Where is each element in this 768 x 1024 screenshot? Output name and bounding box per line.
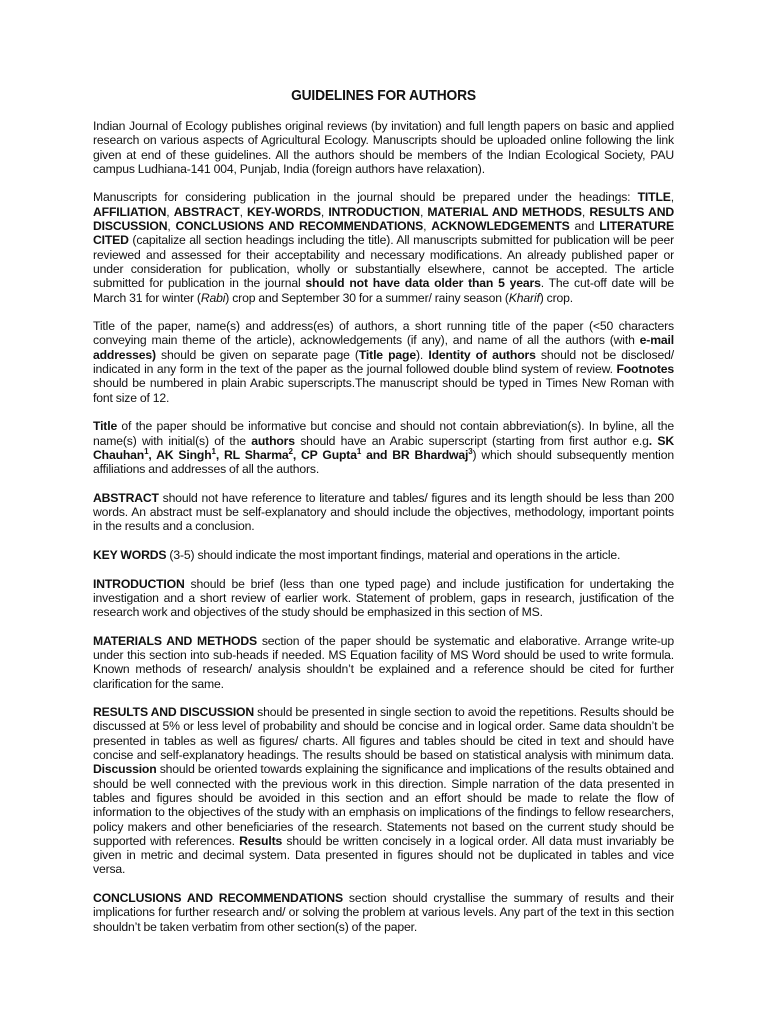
bold-text: Title <box>93 419 118 434</box>
bold-text: LITERATURE CITED <box>93 219 674 248</box>
italic-text: Rabi <box>200 290 226 305</box>
text-run: Manuscripts for considering publication in the journal should be prepared under the headings: <box>93 190 638 205</box>
bold-text: ABSTRACT <box>173 204 240 219</box>
bold-text: ABSTRACT <box>93 490 159 505</box>
bold-text: AFFILIATION <box>93 204 167 219</box>
text-run: . The cut-off date will be March 31 for winter ( <box>93 276 674 305</box>
superscript: 3 <box>468 446 473 456</box>
bold-text: , CP Gupta <box>292 447 357 462</box>
paragraph <box>93 705 674 877</box>
bold-text: Identity of authors <box>428 347 536 362</box>
text-run: ) crop and September 30 for a summer/ rainy season ( <box>225 290 509 305</box>
paragraph <box>93 548 674 562</box>
text-run: should not have reference to literature and tables/ figures and its length should be less than 200 words. An abstract must be self-explanatory and should include the objectives, methodology, important points in the results and a conclusion. <box>93 490 674 534</box>
text-run: , <box>419 204 428 219</box>
paragraph <box>93 319 674 405</box>
text-run: , <box>166 204 174 219</box>
text-run: ) which should subsequently mention affiliations and addresses of all the authors. <box>93 447 674 477</box>
text-run: , <box>581 204 590 219</box>
italic-text: Kharif <box>508 290 540 305</box>
bold-text: . SK Chauhan <box>93 433 675 462</box>
bold-text: CONCLUSIONS AND RECOMMENDATIONS <box>175 219 424 234</box>
bold-text: MATERIALS AND METHODS <box>93 633 257 648</box>
bold-text: MATERIAL AND METHODS <box>427 204 582 219</box>
paragraph <box>93 577 674 620</box>
bold-text: Footnotes <box>616 362 674 377</box>
text-run: ). <box>415 347 429 362</box>
bold-text: TITLE <box>637 190 671 205</box>
superscript: 2 <box>288 446 293 456</box>
document-page <box>93 86 674 948</box>
superscript: 1 <box>211 446 216 456</box>
text-run: should be given on separate page ( <box>155 347 359 362</box>
superscript: 1 <box>144 446 149 456</box>
text-run: , <box>320 204 329 219</box>
text-run: should be brief (less than one typed page) and include justification for undertaking the investigation and a short review of earlier work. Statement of problem, gaps in research, justification of the research work and objectives of the study should be emphasized in this section of MS. <box>93 576 674 620</box>
bold-text: Results <box>239 833 283 848</box>
paragraph <box>93 491 674 534</box>
text-run: , <box>423 219 432 234</box>
text-run: , <box>670 190 674 205</box>
bold-text: , AK Singh <box>148 447 212 462</box>
text-run: should not be disclosed/ indicated in any form in the text of the paper as the journal followed double blind system of review. <box>93 347 674 377</box>
text-run: should be numbered in plain Arabic superscripts.The manuscript should be typed in Times New Roman with font size of 12. <box>93 376 674 405</box>
text-run: and <box>569 219 600 234</box>
bold-text: KEY WORDS <box>93 547 167 562</box>
text-run: section of the paper should be systematic and elaborative. Arrange write-up under this section into sub-heads if needed. MS Equation facility of MS Word should be used to write formula. Known methods of research/ analysis shouldn’t be explained and a reference should be cited for further clarification for the same. <box>93 633 674 691</box>
bold-text: should not have data older than 5 years <box>305 276 541 291</box>
paragraph <box>93 891 674 934</box>
bold-text: RESULTS AND DISCUSSION <box>93 705 255 720</box>
text-run: should be presented in single section to avoid the repetitions. Results should be discussed at 5% or less level of probability and should be concise and in logical order. Same data shouldn’t be presented in tables as well as figures/ charts. All figures and tables should be cited in text and should have concise and self-explanatory headings. The results should be based on statistical analysis with minimum data. <box>93 705 675 763</box>
text-run: section should crystallise the summary of results and their implications for further research and/ or solving the problem at various levels. Any part of the text in this section shouldn’t be taken verbatim from other section(s) of the paper. <box>93 891 674 934</box>
paragraph <box>93 119 674 176</box>
text-run: Indian Journal of Ecology publishes original reviews (by invitation) and full length papers on basic and applied research on various aspects of Agricultural Ecology. Manuscripts should be uploaded online following the link given at end of these guidelines. All the authors should be members of the Indian Ecological Society, PAU campus Ludhiana-141 004, Punjab, India (foreign authors have relaxation). <box>93 119 674 176</box>
bold-text: authors <box>251 433 295 448</box>
bold-text: CONCLUSIONS AND RECOMMENDATIONS <box>93 891 343 906</box>
text-run: ) crop. <box>539 290 574 305</box>
bold-text: Discussion <box>93 762 157 777</box>
text-run: (capitalize all section headings including the title). All manuscripts submitted for publication will be peer reviewed and assessed for their acceptability and necessary modifications. An already published paper or under consideration for publication, wholly or substantially elsewhere, cannot be accepted. The article submitted for publication in the journal <box>93 233 674 291</box>
text-run: of the paper should be informative but concise and should not contain abbreviation(s). In byline, all the name(s) with initial(s) of the <box>93 419 674 448</box>
text-run: Title of the paper, name(s) and address(es) of authors, a short running title of the paper (<50 characters conveying main theme of the article), acknowledgements (if any), and name of all the authors (with <box>93 319 674 348</box>
superscript: 1 <box>356 446 362 456</box>
text-run: should have an Arabic superscript (starting from first author e.g <box>294 433 649 448</box>
bold-text: INTRODUCTION <box>328 204 420 219</box>
bold-text: KEY-WORDS <box>247 204 321 219</box>
text-run: should be oriented towards explaining the significance and implications of the results obtained and should be well connected with the previous work in this direction. Simple narration of the data presented in tables and figures should be avoided in this section and an effort should be made to relate the flow of information to the objectives of the study with an emphasis on implications of the findings to fellow researchers, policy makers and other beneficiaries of the research. Statements not based on the current study should be supported with references. <box>93 762 674 848</box>
text-run: , <box>167 219 176 234</box>
paragraph <box>93 190 674 304</box>
bold-text: RESULTS AND DISCUSSION <box>93 204 675 234</box>
text-run: should be written concisely in a logical order. All data must invariably be given in metric and decimal system. Data presented in figures should not be duplicated in tables and vice versa. <box>93 833 675 877</box>
document-body <box>93 119 674 934</box>
bold-text: and BR Bhardwaj <box>361 447 469 462</box>
paragraph <box>93 419 674 476</box>
bold-text: ACKNOWLEDGEMENTS <box>431 219 570 234</box>
bold-text: e-mail addresses) <box>93 333 674 362</box>
text-run: (3-5) should indicate the most important findings, material and operations in the article. <box>166 547 621 562</box>
bold-text: INTRODUCTION <box>93 576 185 591</box>
bold-text: Title page <box>358 347 416 362</box>
bold-text: , RL Sharma <box>215 447 289 462</box>
paragraph <box>93 634 674 691</box>
document-title: GUIDELINES FOR AUTHORS <box>291 87 476 104</box>
text-run: , <box>239 204 248 219</box>
